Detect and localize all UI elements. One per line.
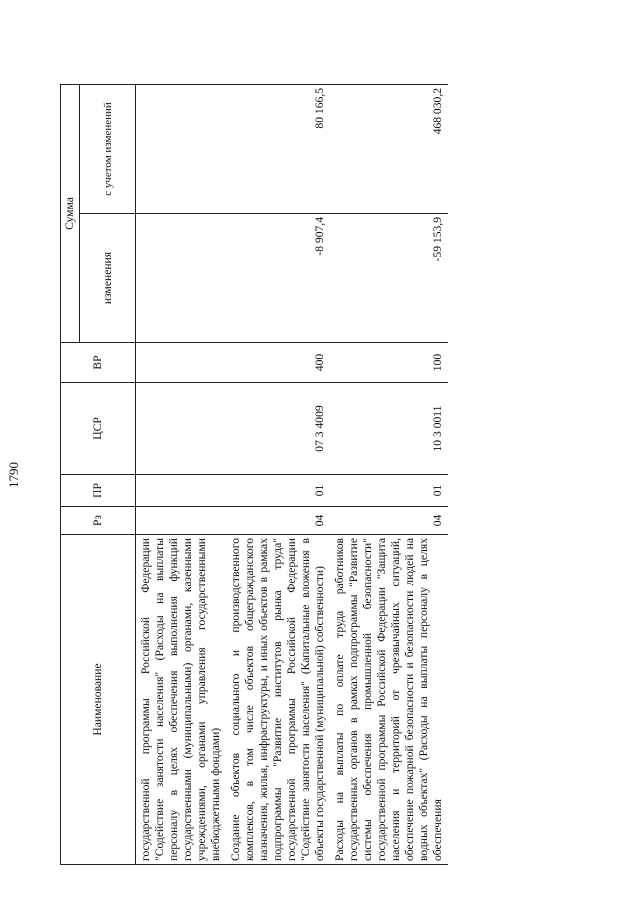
header-change: изменения bbox=[80, 214, 136, 343]
row-pr: 01 bbox=[330, 475, 448, 507]
row-pr: 01 bbox=[226, 475, 330, 507]
header-rz: Рз bbox=[61, 507, 136, 535]
table-row bbox=[136, 84, 227, 864]
row-rz bbox=[136, 507, 227, 535]
row-name: Расходы на выплаты по оплате труда работников государственных органов в рамках подпрограммы "Развитие системы обеспечения промышленной безопасности" государственной программы Российской Федерации "Защита населения и территорий от чрезвычайных ситуаций, обеспечение пожарной безопасности и безопасности людей на водных объектах" (Расходы на выплаты персоналу в целях обеспечения bbox=[330, 535, 448, 865]
rotated-table-page bbox=[6, 85, 580, 865]
budget-table bbox=[60, 84, 448, 865]
header-name: Наименование bbox=[61, 535, 136, 865]
row-vr: 100 bbox=[330, 343, 448, 383]
row-name: Создание объектов социального и производственного комплексов, в том числе объектов общегражданского назначения, жилья, инфраструктуры, и иных объектов в рамках подпрограммы "Развитие институтов рынка труда" государственной программы Российской Федерации "Содействие занятости населения" (Капитальные вложения в объекты государственной (муниципальной) собственности) bbox=[226, 535, 330, 865]
row-change: -59 153,9 bbox=[330, 214, 448, 343]
row-csr bbox=[136, 383, 227, 475]
row-name: государственной программы Российской Федерации "Содействие занятости населения" (Расходы на выплаты персоналу в целях обеспечения выполнения функций государственными (муниципальными) органами, казенными учреждениями, органами управления государственными внебюджетными фондами) bbox=[136, 535, 227, 865]
row-vr: 400 bbox=[226, 343, 330, 383]
row-pr bbox=[136, 475, 227, 507]
header-pr: ПР bbox=[61, 475, 136, 507]
table-row bbox=[226, 84, 330, 864]
row-vr bbox=[136, 343, 227, 383]
header-with-change: с учетом изменений bbox=[80, 84, 136, 213]
header-vr: ВР bbox=[61, 343, 136, 383]
row-with-change bbox=[136, 84, 227, 213]
row-change: -8 907,4 bbox=[226, 214, 330, 343]
table-row bbox=[330, 84, 448, 864]
row-csr: 10 3 0011 bbox=[330, 383, 448, 475]
header-sum: Сумма bbox=[61, 84, 80, 342]
row-with-change: 80 166,5 bbox=[226, 84, 330, 213]
header-csr: ЦСР bbox=[61, 383, 136, 475]
row-change bbox=[136, 214, 227, 343]
page-number: 1790 bbox=[6, 462, 21, 488]
row-rz: 04 bbox=[330, 507, 448, 535]
row-csr: 07 3 4009 bbox=[226, 383, 330, 475]
row-rz: 04 bbox=[226, 507, 330, 535]
row-with-change: 468 030,2 bbox=[330, 84, 448, 213]
